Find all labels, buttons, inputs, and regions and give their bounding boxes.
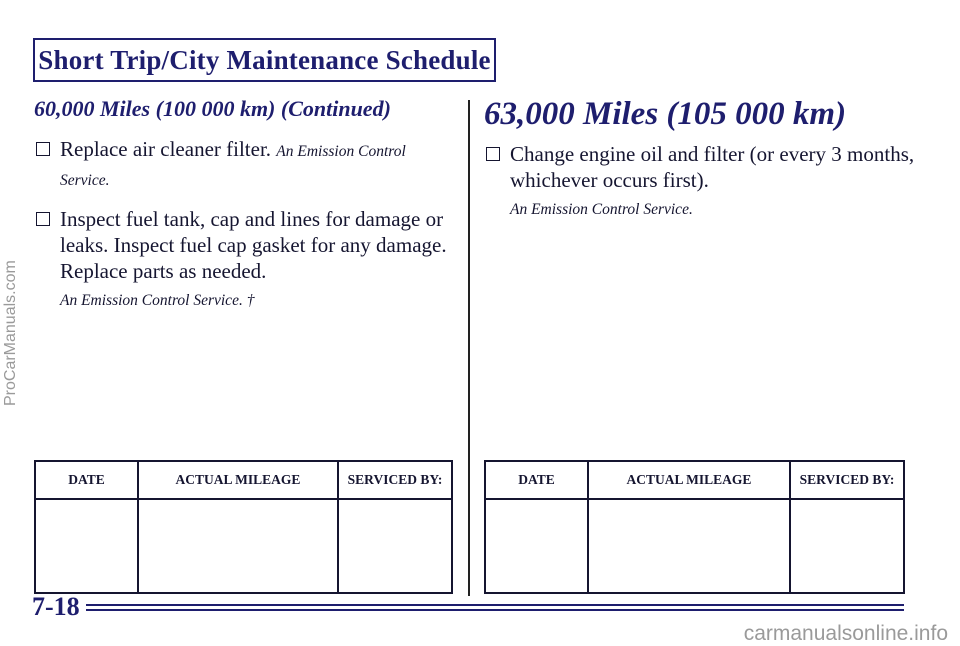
checkbox-icon[interactable] (486, 147, 500, 161)
column-header-serviced-by: SERVICED BY: (790, 461, 904, 499)
table-header-row (485, 461, 904, 499)
mileage-entry-cell[interactable] (588, 499, 790, 593)
item-text: Replace air cleaner filter. (60, 137, 272, 161)
left-item-fuel-tank (34, 206, 454, 314)
item-note: An Emission Control Service. (60, 143, 406, 189)
left-service-record-table (34, 460, 453, 594)
column-header-mileage: ACTUAL MILEAGE (138, 461, 338, 499)
bottom-watermark: carmanualsonline.info (743, 622, 948, 645)
right-service-record-table (484, 460, 905, 594)
serviced-by-entry-cell[interactable] (790, 499, 904, 593)
footer-rule-bottom (86, 609, 904, 611)
page-title: Short Trip/City Maintenance Schedule (38, 44, 491, 75)
right-item-oil-change (484, 141, 924, 223)
date-entry-cell[interactable] (35, 499, 138, 593)
column-header-date: DATE (485, 461, 588, 499)
left-column (34, 96, 454, 314)
header-title-box (33, 38, 496, 82)
mileage-entry-cell[interactable] (138, 499, 338, 593)
right-column (484, 96, 924, 223)
item-note: An Emission Control Service. (510, 201, 693, 218)
page-number: 7-18 (32, 592, 80, 621)
item-text: Change engine oil and filter (or every 3 months, whichever occurs first). (510, 142, 915, 192)
checkbox-icon[interactable] (36, 142, 50, 156)
table-header-row (35, 461, 452, 499)
left-section-heading: 60,000 Miles (100 000 km) (Continued) (34, 96, 391, 121)
item-text: Inspect fuel tank, cap and lines for damage or leaks. Inspect fuel cap gasket for any damage. Replace parts as needed. (60, 207, 447, 283)
table-row (35, 499, 452, 593)
column-header-serviced-by: SERVICED BY: (338, 461, 452, 499)
left-item-air-filter (34, 136, 454, 194)
column-divider (468, 100, 470, 596)
serviced-by-entry-cell[interactable] (338, 499, 452, 593)
item-note: An Emission Control Service. † (60, 292, 255, 309)
date-entry-cell[interactable] (485, 499, 588, 593)
right-section-heading: 63,000 Miles (105 000 km) (484, 96, 847, 132)
column-header-mileage: ACTUAL MILEAGE (588, 461, 790, 499)
checkbox-icon[interactable] (36, 212, 50, 226)
table-row (485, 499, 904, 593)
column-header-date: DATE (35, 461, 138, 499)
footer-rule-top (86, 604, 904, 606)
